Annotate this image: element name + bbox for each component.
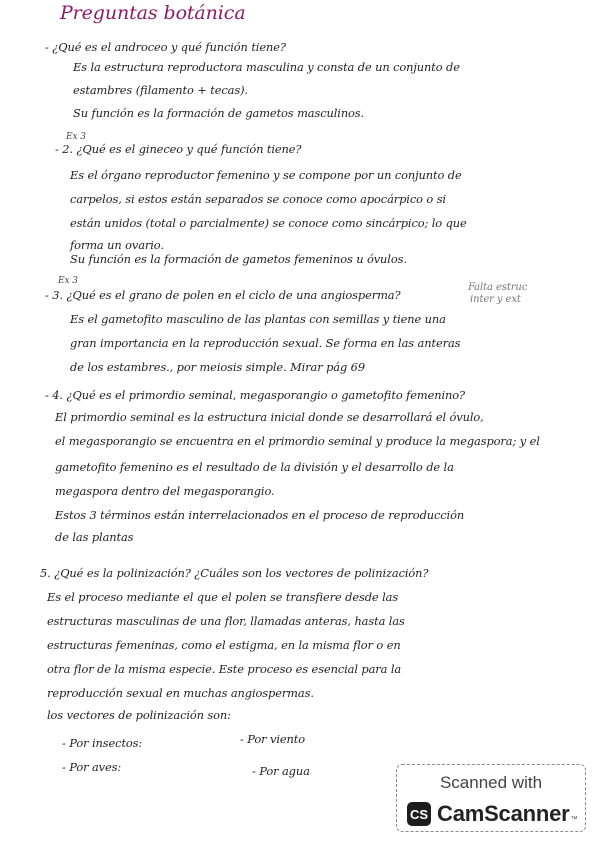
- question-4: - 4. ¿Qué es el primordio seminal, megasporangio o gametofito femenino?: [45, 388, 465, 402]
- page-title: Preguntas botánica: [60, 2, 246, 24]
- vector-water: - Por agua: [252, 764, 310, 778]
- answer-1-line-3: Su función es la formación de gametos masculinos.: [73, 106, 365, 120]
- answer-5-line-4: otra flor de la misma especie. Este proceso es esencial para la: [47, 662, 402, 676]
- answer-5-line-3: estructuras femeninas, como el estigma, en la misma flor o en: [47, 638, 401, 652]
- margin-note-line-2: inter y ext: [470, 294, 521, 305]
- answer-3-line-3: de los estambres., por meiosis simple. Mirar pág 69: [70, 360, 365, 374]
- question-3: - 3. ¿Qué es el grano de polen en el ciclo de una angiosperma?: [45, 288, 401, 302]
- answer-2-line-5: Su función es la formación de gametos femeninos u óvulos.: [70, 252, 407, 266]
- trademark-symbol: ™: [570, 816, 578, 823]
- answer-5-line-2: estructuras masculinas de una flor, llamadas anteras, hasta las: [47, 614, 405, 628]
- answer-4-line-3: gametofito femenino es el resultado de la división y el desarrollo de la: [55, 460, 454, 474]
- question-1: - ¿Qué es el androceo y qué función tiene?: [45, 40, 286, 54]
- camscanner-logo-icon: CS: [407, 802, 431, 826]
- exam-note-1: Ex 3: [66, 132, 86, 142]
- answer-3-line-1: Es el gametofito masculino de las plantas con semillas y tiene una: [70, 312, 446, 326]
- answer-2-line-3: están unidos (total o parcialmente) se conoce como sincárpico; lo que: [70, 216, 467, 230]
- watermark-brand-name: CamScanner: [437, 801, 570, 826]
- vector-birds: - Por aves:: [62, 760, 122, 774]
- answer-5-line-6: los vectores de polinización son:: [47, 708, 231, 722]
- answer-4-line-2: el megasporangio se encuentra en el primordio seminal y produce la megaspora; y el: [55, 434, 540, 448]
- answer-5-line-1: Es el proceso mediante el que el polen se transfiere desde las: [47, 590, 399, 604]
- margin-note-line-1: Falta estruc: [468, 282, 528, 293]
- answer-2-line-4: forma un ovario.: [70, 238, 164, 252]
- answer-4-line-4: megaspora dentro del megasporangio.: [55, 484, 275, 498]
- answer-1-line-2: estambres (filamento + tecas).: [73, 83, 248, 97]
- answer-3-line-2: gran importancia en la reproducción sexual. Se forma en las anteras: [70, 336, 461, 350]
- answer-5-line-5: reproducción sexual en muchas angiospermas.: [47, 686, 314, 700]
- watermark-caption: Scanned with: [439, 773, 543, 792]
- question-5: 5. ¿Qué es la polinización? ¿Cuáles son los vectores de polinización?: [40, 566, 429, 580]
- vector-insects: - Por insectos:: [62, 736, 143, 750]
- vector-wind: - Por viento: [240, 732, 305, 746]
- answer-1-line-1: Es la estructura reproductora masculina y consta de un conjunto de: [73, 60, 460, 74]
- exam-note-2: Ex 3: [58, 276, 78, 286]
- answer-4-line-1: El primordio seminal es la estructura inicial donde se desarrollará el óvulo,: [55, 410, 484, 424]
- camscanner-watermark: [396, 764, 586, 832]
- watermark-brand-row: [407, 801, 578, 827]
- question-2: - 2. ¿Qué es el gineceo y qué función tiene?: [55, 142, 302, 156]
- answer-4-line-6: de las plantas: [55, 530, 134, 544]
- answer-2-line-2: carpelos, si estos están separados se conoce como apocárpico o si: [70, 192, 446, 206]
- answer-4-line-5: Estos 3 términos están interrelacionados en el proceso de reproducción: [55, 508, 465, 522]
- answer-2-line-1: Es el órgano reproductor femenino y se compone por un conjunto de: [70, 168, 462, 182]
